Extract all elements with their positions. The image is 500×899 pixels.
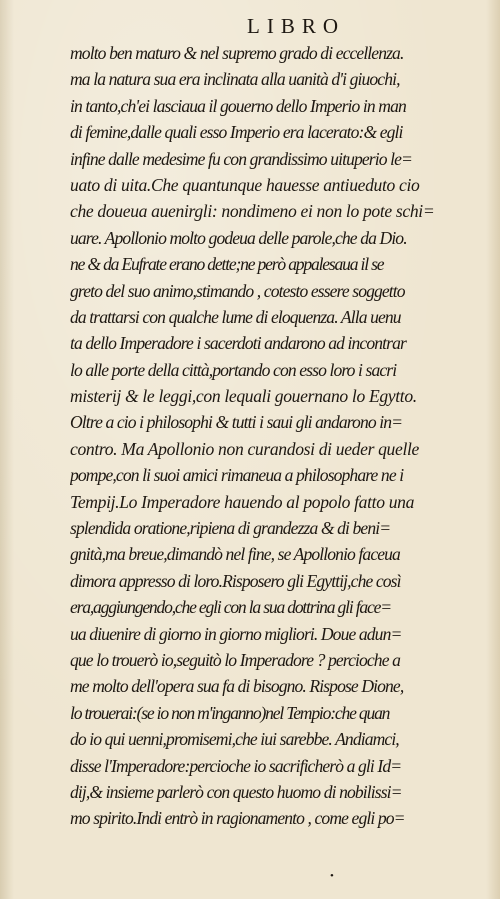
text-line: ua diuenire di giorno in giorno migliori. Doue adun= bbox=[70, 623, 402, 644]
text-line: dimora appresso di loro.Risposero gli Egyttij,che così bbox=[70, 570, 401, 591]
text-line: lo alle porte della città,portando con esso loro i sacri bbox=[70, 359, 397, 380]
text-line: infine dalle medesime fu con grandissimo uituperio le= bbox=[70, 148, 412, 169]
text-line: greto del suo animo,stimando , cotesto essere soggetto bbox=[70, 280, 405, 301]
signature-mark: • bbox=[330, 870, 334, 882]
text-line: dij,& insieme parlerò con questo huomo di nobilissi= bbox=[70, 781, 402, 802]
text-line: uato di uita.Che quantunque hauesse antiueduto cio bbox=[70, 174, 420, 195]
text-line: ta dello Imperadore i sacerdoti andarono ad incontrar bbox=[70, 333, 406, 354]
text-line: pompe,con li suoi amici rimaneua a philosophare ne i bbox=[70, 465, 404, 486]
text-line: di femine,dalle quali esso Imperio era lacerato:& egli bbox=[70, 122, 403, 143]
running-head: LIBRO bbox=[247, 14, 345, 38]
text-line: mo spirito.Indi entrò in ragionamento , come egli po= bbox=[70, 808, 405, 829]
text-line: da trattarsi con qualche lume di eloquenza. Alla uenu bbox=[70, 306, 401, 327]
text-line: ma la natura sua era inclinata alla uanità d'i giuochi, bbox=[70, 69, 400, 90]
text-line: Tempij.Lo Imperadore hauendo al popolo fatto una bbox=[70, 491, 415, 512]
text-line: gnità,ma breue,dimandò nel fine, se Apollonio faceua bbox=[70, 544, 400, 565]
text-line: che doueua auenirgli: nondimeno ei non lo pote schi= bbox=[70, 201, 435, 222]
text-line: do io qui uenni,promisemi,che iui sarebbe. Andiamci, bbox=[70, 729, 399, 750]
text-line: contro. Ma Apollonio non curandosi di ueder quelle bbox=[70, 438, 419, 459]
text-line: disse l'Imperadore:percioche io sacrificherò a gli Id= bbox=[70, 755, 402, 776]
text-line: in tanto,ch'ei lasciaua il gouerno dello Imperio in man bbox=[70, 95, 406, 116]
text-line: uare. Apollonio molto godeua delle parole,che da Dio. bbox=[70, 227, 407, 248]
text-line: misterij & le leggi,con lequali gouernano lo Egytto. bbox=[70, 386, 417, 407]
text-line: era,aggiungendo,che egli con la sua dottrina gli face= bbox=[70, 597, 391, 618]
text-line: Oltre a cio i philosophi & tutti i saui gli andarono in= bbox=[70, 412, 403, 433]
text-line: me molto dell'opera sua fa di bisogno. Rispose Dione, bbox=[70, 676, 404, 697]
text-line: lo trouerai:(se io non m'inganno)nel Tempio:che quan bbox=[70, 702, 390, 723]
text-line: splendida oratione,ripiena di grandezza & di beni= bbox=[70, 518, 391, 539]
body-text bbox=[70, 40, 490, 832]
text-line: molto ben maturo & nel supremo grado di eccellenza. bbox=[70, 43, 404, 63]
text-line: ne & da Eufrate erano dette;ne però appalesaua il se bbox=[70, 254, 384, 275]
text-line: que lo trouerò io,seguitò lo Imperadore ? percioche a bbox=[70, 649, 401, 670]
